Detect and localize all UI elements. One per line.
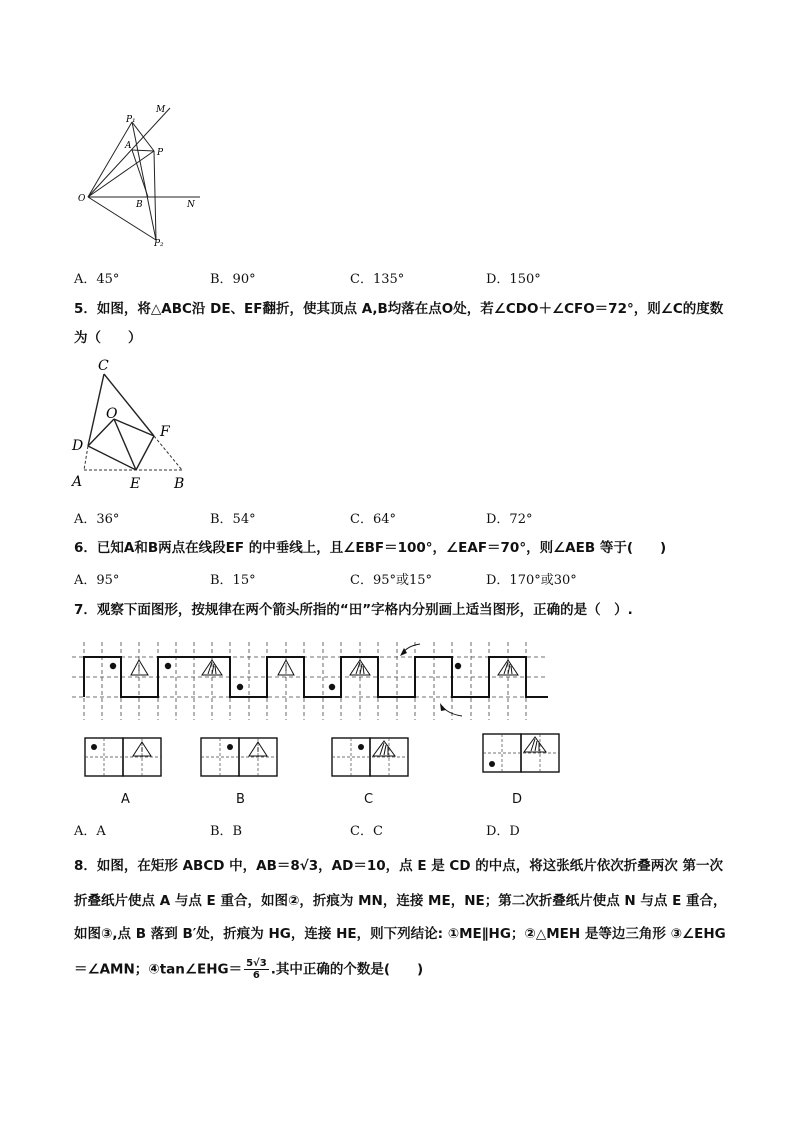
- q6-text: 6．已知A和B两点在线段EF 的中垂线上，且∠EBF＝100°，∠EAF＝70°，则∠AEB 等于( ): [74, 540, 667, 556]
- q4-figure: [70, 100, 210, 250]
- fig4-label-p: P: [157, 148, 164, 158]
- q8-text-line2: 折叠纸片使点 A 与点 E 重合，如图②，折痕为 MN，连接 ME，NE；第二次折叠纸片使点 N 与点 E 重合，: [74, 893, 727, 909]
- q7-choice-label-c: C: [364, 792, 374, 807]
- q5-figure: [70, 356, 200, 496]
- fig4-label-p1: P₁: [126, 115, 136, 125]
- q5-text-line1: 5．如图，将△ABC沿 DE、EF翻折，使其顶点 A,B均落在点O处，若∠CDO＋∠CFO＝72°，则∠C的度数: [74, 301, 724, 317]
- q4-option-a[interactable]: A．45°: [74, 272, 120, 287]
- fig4-label-p2: P₂: [154, 239, 164, 249]
- q7-pattern-figure: [72, 640, 552, 722]
- fig5-label-b: B: [174, 476, 185, 492]
- q7-choice-label-b: B: [236, 792, 245, 807]
- fig4-label-a: A: [125, 141, 132, 151]
- q5-option-b[interactable]: B．54°: [210, 512, 256, 527]
- q5-option-c[interactable]: C．64°: [350, 512, 396, 527]
- q6-option-b[interactable]: B．15°: [210, 573, 256, 588]
- q4-option-c[interactable]: C．135°: [350, 272, 405, 287]
- fig4-label-n: N: [187, 200, 195, 210]
- q7-choice-a[interactable]: [84, 737, 164, 779]
- q8-text-line3: 如图③,点 B 落到 B′处，折痕为 HG，连接 HE，则下列结论: ①ME∥HG；②△MEH 是等边三角形 ③∠EHG: [74, 926, 726, 942]
- fig5-label-e: E: [130, 476, 141, 492]
- q7-choice-label-a: A: [121, 792, 130, 807]
- q5-options: [74, 508, 754, 528]
- q6-option-c[interactable]: C．95°或15°: [350, 573, 433, 588]
- q7-choice-b[interactable]: [200, 737, 280, 779]
- q7-option-a[interactable]: A．A: [74, 824, 106, 839]
- q7-choice-d[interactable]: [482, 733, 562, 775]
- q8-text-line4-start: ＝∠AMN；④tan∠EHG＝: [74, 961, 243, 978]
- q6-option-a[interactable]: A．95°: [74, 573, 120, 588]
- q8-text-line4: [74, 958, 734, 981]
- q5-option-a[interactable]: A．36°: [74, 512, 120, 527]
- q4-options: [74, 268, 754, 288]
- q8-text-line1: 8．如图，在矩形 ABCD 中，AB＝8√3，AD＝10，点 E 是 CD 的中点，将这张纸片依次折叠两次 第一次: [74, 858, 723, 874]
- fig5-label-o: O: [106, 406, 118, 422]
- q7-text: 7．观察下面图形，按规律在两个箭头所指的“田”字格内分别画上适当图形，正确的是（ ）.: [74, 602, 633, 618]
- q7-choice-c[interactable]: [331, 737, 411, 779]
- fig5-label-c: C: [98, 358, 109, 374]
- q7-choice-label-d: D: [512, 792, 523, 807]
- fig4-label-o: O: [78, 194, 86, 204]
- q4-option-d[interactable]: D．150°: [486, 272, 541, 287]
- q7-option-b[interactable]: B．B: [210, 824, 243, 839]
- q5-text-line2: 为（ ）: [74, 330, 142, 346]
- fig4-label-m: M: [156, 105, 166, 115]
- fig4-label-b: B: [136, 200, 143, 210]
- q6-options: [74, 569, 754, 589]
- q5-option-d[interactable]: D．72°: [486, 512, 533, 527]
- fig5-label-f: F: [160, 424, 170, 440]
- q7-option-c[interactable]: C．C: [350, 824, 383, 839]
- q8-text-line4-end: .其中正确的个数是( ): [270, 961, 424, 978]
- q6-option-d[interactable]: D．170°或30°: [486, 573, 577, 588]
- q4-option-b[interactable]: B．90°: [210, 272, 256, 287]
- q7-options: [74, 820, 754, 840]
- fig5-label-a: A: [72, 474, 83, 490]
- q8-fraction-numerator: 5√3: [246, 958, 267, 969]
- q8-fraction: [244, 958, 269, 981]
- fig5-label-d: D: [72, 438, 84, 454]
- q8-fraction-denominator: 6: [252, 970, 260, 981]
- q7-option-d[interactable]: D．D: [486, 824, 520, 839]
